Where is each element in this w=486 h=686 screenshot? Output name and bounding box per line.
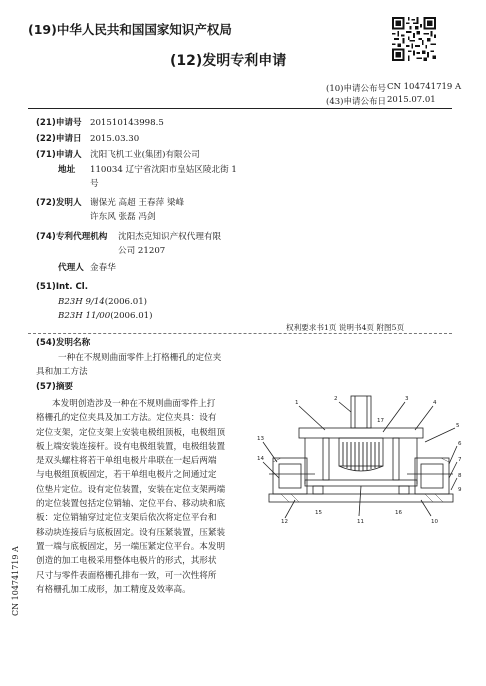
part-label: 11 bbox=[357, 519, 364, 525]
agency-line-2: 公司 21207 bbox=[118, 246, 166, 256]
part-label: 14 bbox=[257, 456, 264, 462]
publication-number-label: (10)申请公布号 bbox=[326, 84, 386, 94]
connecting-rod bbox=[351, 396, 371, 428]
document-type: (12)发明专利申请 bbox=[170, 53, 287, 69]
part-label: 15 bbox=[315, 510, 322, 516]
page-counts: 权利要求书1页 说明书4页 附图5页 bbox=[286, 323, 405, 332]
agency-line-1: 沈阳杰克知识产权代理有限 bbox=[118, 232, 222, 242]
abstract-label: (57)摘要 bbox=[36, 382, 74, 392]
application-number-value: 201510143998.5 bbox=[90, 118, 164, 128]
part-label: 1 bbox=[295, 400, 299, 406]
application-number-label: (21)申请号 bbox=[36, 118, 82, 128]
agency-label: (74)专利代理机构 bbox=[36, 232, 108, 242]
side-publication-number: CN 104741719 A bbox=[11, 546, 20, 616]
part-label: 9 bbox=[458, 487, 462, 493]
invention-title-label: (54)发明名称 bbox=[36, 338, 91, 348]
address-line-1: 110034 辽宁省沈阳市皇姑区陵北街 1 bbox=[90, 165, 237, 175]
agent-name: 金春华 bbox=[90, 263, 116, 273]
publication-date-label: (43)申请公布日 bbox=[326, 97, 386, 107]
int-cl-2 bbox=[58, 310, 153, 323]
part-label: 3 bbox=[405, 396, 409, 402]
inventors-line-1: 谢保光 高超 王春萍 梁峰 bbox=[90, 198, 185, 208]
part-label: 17 bbox=[377, 418, 384, 424]
abstract-line: 板：定位销轴穿过定位支架后依次将定位平台和 bbox=[36, 513, 217, 524]
part-label: 4 bbox=[433, 400, 437, 406]
abstract-line: 移动块连接后与底板固定。设有压紧装置，压紧装 bbox=[36, 527, 226, 538]
part-label: 13 bbox=[257, 436, 264, 442]
agent-label: 代理人 bbox=[58, 263, 84, 273]
int-cl-1-version: (2006.01) bbox=[104, 297, 148, 307]
header-divider bbox=[28, 108, 452, 109]
publication-date-value: 2015.07.01 bbox=[387, 95, 436, 105]
abstract-line: 有格栅孔加工成形，加工精度及效率高。 bbox=[36, 584, 191, 595]
abstract-line: 创造的加工电极采用整体电极片的形式，其形状 bbox=[36, 556, 217, 567]
address-line-2: 号 bbox=[90, 179, 99, 189]
part-label: 6 bbox=[458, 441, 462, 447]
base-plate bbox=[269, 494, 453, 502]
inventors-line-2: 许东风 张磊 冯剑 bbox=[90, 212, 156, 222]
fixture-drawing bbox=[255, 392, 467, 528]
invention-title-line-2: 具和加工方法 bbox=[36, 367, 88, 377]
part-label: 8 bbox=[458, 473, 462, 479]
abstract-line: 定位支架，定位支架上安装电极组顶板，电极组顶 bbox=[36, 427, 226, 438]
patent-office-name: (19)中华人民共和国国家知识产权局 bbox=[28, 22, 232, 37]
publication-number-value: CN 104741719 A bbox=[387, 82, 462, 92]
int-cl-2-code: B23H 11/00 bbox=[58, 311, 111, 321]
abstract-line: 置一端与底板固定，另一端压紧定位平台。本发明 bbox=[36, 541, 226, 552]
abstract-line: 是双头螺柱将若干单组电极片串联在一起后两端 bbox=[36, 456, 217, 467]
application-date-value: 2015.03.30 bbox=[90, 134, 140, 144]
part-label: 7 bbox=[458, 457, 462, 463]
inventors-label: (72)发明人 bbox=[36, 198, 82, 208]
part-label: 10 bbox=[431, 519, 438, 525]
application-date-label: (22)申请日 bbox=[36, 134, 82, 144]
int-cl-label: (51)Int. Cl. bbox=[36, 282, 89, 292]
part-label: 12 bbox=[281, 519, 288, 525]
abstract-body bbox=[36, 397, 248, 597]
part-label: 16 bbox=[395, 510, 402, 516]
abstract-line: 与电极组顶板固定，若干单组电极片之间通过定 bbox=[36, 470, 217, 481]
int-cl-2-version: (2006.01) bbox=[110, 311, 153, 321]
int-cl-1-code: B23H 9/14 bbox=[58, 297, 105, 307]
part-label: 5 bbox=[456, 423, 460, 429]
qr-code-icon bbox=[392, 17, 436, 61]
abstract-line: 本发明创造涉及一种在不规则曲面零件上打 bbox=[52, 399, 216, 409]
part-label: 2 bbox=[334, 396, 338, 402]
abstract-line: 尺寸与零件表面格栅孔排布一致，可一次性将所 bbox=[36, 570, 217, 581]
invention-title-line-1: 一种在不规则曲面零件上打格栅孔的定位夹 bbox=[58, 353, 222, 363]
abstract-line: 的定位装置包括定位销轴、定位平台、移动块和底 bbox=[36, 499, 226, 510]
applicant-name: 沈阳飞机工业(集团)有限公司 bbox=[90, 150, 200, 160]
applicant-label: (71)申请人 bbox=[36, 150, 82, 160]
abstract-line: 位垫片定位。设有定位装置，安装在定位支架两端 bbox=[36, 484, 226, 495]
int-cl-1 bbox=[58, 296, 147, 309]
section-divider bbox=[28, 333, 452, 334]
address-label: 地址 bbox=[58, 165, 76, 175]
electrode-top-plate bbox=[299, 428, 423, 438]
abstract-line: 格栅孔的定位夹具及加工方法。定位夹具：设有 bbox=[36, 413, 217, 424]
abstract-line: 板上端安装连接杆。设有电极组装置，电极组装置 bbox=[36, 441, 226, 452]
